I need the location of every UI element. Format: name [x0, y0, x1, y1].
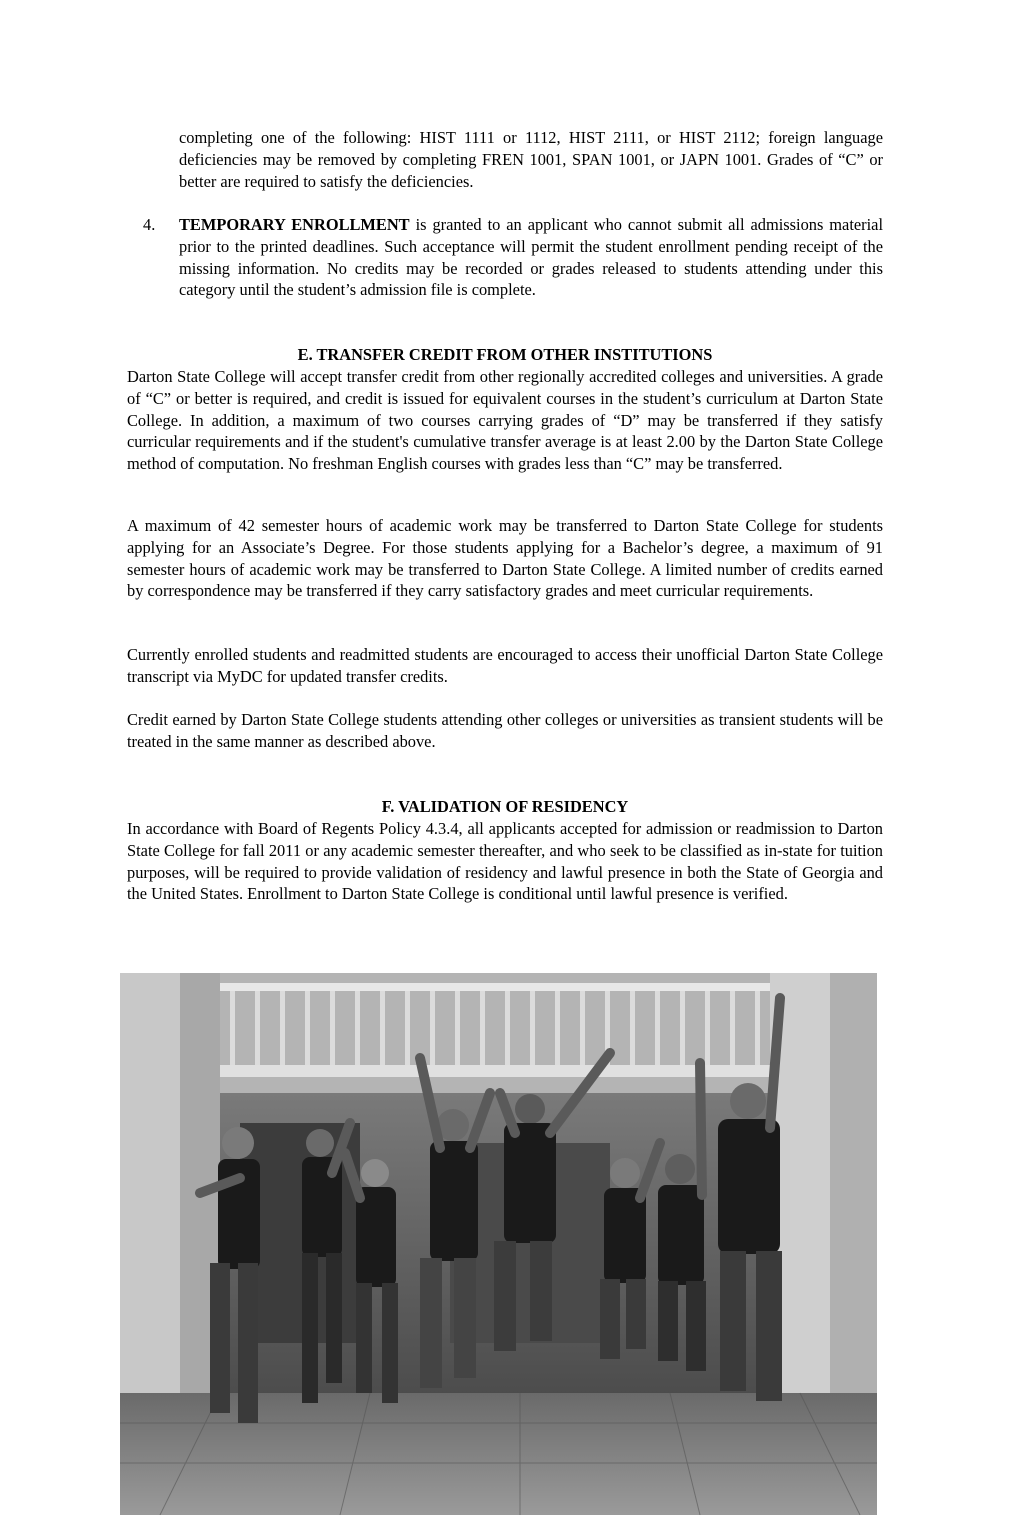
section-f-heading: F. VALIDATION OF RESIDENCY — [381, 797, 629, 816]
item-4-text: is granted to an applicant who cannot submit all admissions material prior to the printed deadlines. Such acceptance will permit the student enrollment pending receipt of the missing information. No credits may be recorded or grades released to students attending under this category until the student’s admission file is complete. — [179, 215, 883, 300]
section-e-paragraph-4: Credit earned by Darton State College students attending other colleges or universities as transient students will be treated in the same manner as described above. — [127, 710, 883, 751]
section-e-heading: E. TRANSFER CREDIT FROM OTHER INSTITUTIONS — [297, 345, 713, 364]
item-4-number: 4. — [143, 215, 156, 234]
photo-illustration — [120, 973, 877, 1515]
deficiency-continuation: completing one of the following: HIST 1111 or 1112, HIST 2111, or HIST 2112; foreign language deficiencies may be removed by completing FREN 1001, SPAN 1001, or JAPN 1001. Grades of “C” or better are required to satisfy the deficiencies. — [179, 128, 883, 191]
section-f-paragraph: In accordance with Board of Regents Policy 4.3.4, all applicants accepted for admission or readmission to Darton State College for fall 2011 or any academic semester thereafter, and who seek to be classified as in-state for tuition purposes, will be required to provide validation of residency and lawful presence in both the State of Georgia and the United States. Enrollment to Darton State College is conditional until lawful presence is verified. — [127, 819, 883, 904]
section-e-paragraph-2: A maximum of 42 semester hours of academic work may be transferred to Darton State College for students applying for an Associate’s Degree. For those students applying for a Bachelor’s degree, a maximum of 91 semester hours of academic work may be transferred to Darton State College. A limited number of credits earned by correspondence may be transferred if they carry satisfactory grades and meet curricular requirements. — [127, 516, 883, 601]
section-e-paragraph-1: Darton State College will accept transfer credit from other regionally accredited colleges and universities. A grade of “C” or better is required, and credit is issued for equivalent courses in the student’s curriculum at Darton State College. In addition, a maximum of two courses carrying grades of “D” may be transferred if they satisfy curricular requirements and if the student's cumulative transfer average is at least 2.00 by the Darton State College method of computation. No freshman English courses with grades less than “C” may be transferred. — [127, 367, 883, 474]
students-jumping-photo — [120, 973, 877, 1515]
section-e-paragraph-3: Currently enrolled students and readmitted students are encouraged to access their unofficial Darton State College transcript via MyDC for updated transfer credits. — [127, 645, 883, 686]
item-4-temporary-enrollment — [179, 214, 883, 301]
item-4-term: TEMPORARY ENROLLMENT — [179, 215, 410, 234]
